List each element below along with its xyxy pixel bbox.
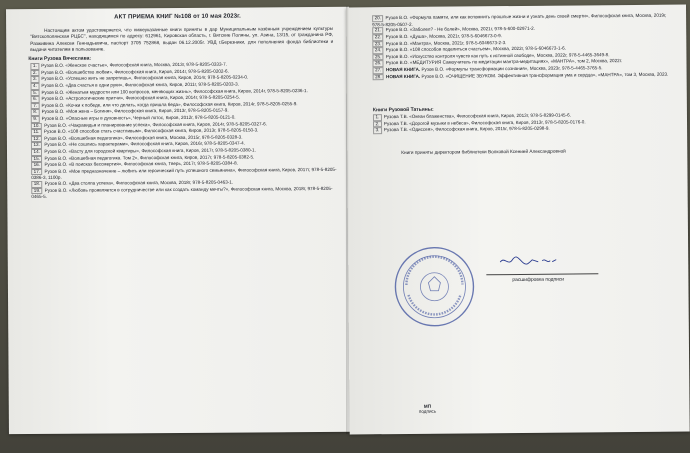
item-number: 4. <box>31 83 40 90</box>
book-list-item <box>373 125 677 134</box>
item-text: Рузов В.О. «Волшебная педагогика. Том 2», Философская книга, Киров, 2017г, 978-5-8205-0382-5. <box>44 153 255 161</box>
item-number: 1. <box>30 63 39 70</box>
item-number: 21. <box>372 28 383 35</box>
section-heading-vyacheslav: Книги Рузова Вячеслава: <box>28 55 92 63</box>
item-text: Рузов В.О. «Заболел? - Не болей», Москва, 2021г, 978-5-600-02971-2. <box>385 26 536 33</box>
item-number: 11. <box>31 129 42 136</box>
document-title: АКТ ПРИЕМА КНИГ №108 от 10 мая 2023г. <box>114 13 241 21</box>
right-book-list <box>346 13 687 81</box>
item-number: 26. <box>372 60 383 67</box>
intro-paragraph: Настоящим актом удостоверяется, что нижеуказанные книги приняты в дар Муниципальным казённым учреждением культуры "Вятскополянская РЦБС", находящимся по адресу: 612961, Кировская область, г. Вятские Поляны, ул. Азина, 13/15, от гражданина РФ, Разживина Алексея Геннадьевича, паспорт 3705 752868, выдан 06.12.2005г. УВД г.Березники, для пополнения фонда библиотеки и выдачи читателям в пользование. <box>30 25 334 52</box>
item-number: 23. <box>372 41 383 48</box>
item-text: Рузова Т.В. «Дорогой музыки в небеса», Философская книга, Киров, 2013г, 978-5-8205-0176-0. <box>383 119 586 126</box>
item-text: Рузов В.О. «Два счастья в одни руки», Философская книга, Киров, 2011г, 978-5-8205-0203-3. <box>41 81 239 88</box>
new-book-marker: НОВАЯ КНИГА. <box>385 66 421 73</box>
seal-mark-text: МП <box>423 403 432 409</box>
item-number: 14. <box>31 149 42 156</box>
item-number: 10. <box>31 122 42 129</box>
item-number: 27. <box>373 67 384 74</box>
item-text: Рузов В.О. «Мантра», Москва, 2021г, 978-5-6046673-2-3. <box>385 39 507 46</box>
seal-mark-label <box>407 404 447 414</box>
item-number: 9. <box>31 116 40 123</box>
item-number: 19. <box>31 188 42 195</box>
item-text: Рузов В.О. «Астрологические притчи», Философская книга, Киров, 2014г, 978-5-8205-0254-5. <box>41 94 241 102</box>
item-number: 18. <box>31 181 42 188</box>
item-number: 3. <box>30 76 39 83</box>
tatyana-book-list <box>347 112 687 135</box>
item-number: 25. <box>372 54 383 61</box>
item-text: Рузов В.О. «Успешно жить не запретишь», Философская книга, Киров, 2014г, 978-5-8205-0234-0. <box>41 74 249 82</box>
item-text: Рузов В.О. «Душа», Москва, 2021г, 978-5-6046673-0-9. <box>385 33 502 40</box>
handwritten-signature <box>498 254 558 269</box>
item-text: Рузов В.О. «Формула памяти, или как вспомнить прошлые жизни и узнать день своей смерти», Философская книга, Москва, 2019г, 978-5-8205-0507-2. <box>372 12 667 27</box>
item-text: Рузов В.О. «ОЧИЩЕНИЕ ЗВУКОМ. Эффективная трансформация ума и сердца», «МАНТРА», том 3, Москва, 2023. <box>421 71 669 79</box>
item-text: Рузов В.О. «Формулы трансформации сознания», Москва, 2023г, 978-5-4465-3765-5. <box>421 65 603 72</box>
item-text: Рузов В.О. «Женатым мудрости или 100 вопросов, меняющих жизнь», Философская книга, Киров, 2014г, 978-5-8205-0236-1. <box>41 87 308 95</box>
item-text: Рузов В.О. «Два столпа успеха», Философская книга, Москва, 2018г, 978-5-8205-0463-1. <box>44 179 234 186</box>
item-number: 16. <box>31 162 42 169</box>
item-number: 6. <box>31 96 40 103</box>
item-number: 22. <box>372 34 383 41</box>
book-list-item <box>31 185 340 200</box>
item-text: Рузов В.О. «108 способов поделиться счастьем», Москва, 2022г, 978-5-6046673-1-6. <box>385 45 566 53</box>
item-text: Рузов В.О. «Васту для городской квартиры», Философская книга, Киров, 2017г, 978-5-8205-0380-1. <box>44 147 256 154</box>
item-text: Рузов В.О. «МЕДИТУРИЯ Самоучитель по медитации мантра-медитациях», «МАНТРА», том 2, Москва, 2022г. <box>385 58 623 66</box>
item-number: 5. <box>31 90 40 97</box>
item-text: Рузов В.О. «Чакравидья и планирование успеха», Философская книга, Киров, 2014г, 978-5-8205-0327-6. <box>44 120 267 128</box>
item-text: Рузов В.О. «Моя жена – Богиня», Философская книга, Киров, 2013г, 978-5-8205-0157-9. <box>41 107 229 115</box>
signature-line <box>486 273 598 275</box>
item-number: 12. <box>31 136 42 143</box>
item-text: Рузов В.О. «Любовь проявляется в сотрудничестве или как создать команду мечты?», Философская книга, Москва, 2018г, 978-5-8205-0465-5. <box>31 185 333 200</box>
left-page <box>6 7 352 434</box>
item-text: Рузов В.О. «108 способов стать счастливым», Философская книга, Киров, 2013г, 978-5-8205-0150-3. <box>43 127 259 135</box>
item-number: 2. <box>373 121 382 128</box>
item-text: Рузова Т.В. «Одиссея», Философская книга, Киров, 2015г, 978-5-8205-0298-9. <box>383 125 550 133</box>
item-text: Рузов В.О. «Искусство контроля чувств как путь к истинной свободе», Москва, 2022г, 978-5-4465-3649-8. <box>385 51 610 59</box>
item-number: 7. <box>31 103 40 110</box>
round-seal-stamp <box>392 244 477 329</box>
item-number: 15. <box>31 155 42 162</box>
closing-statement: Книги приняты директором библиотеки Волковой Ксенией Александровной <box>401 148 566 155</box>
item-number: 1. <box>373 114 382 121</box>
item-number: 17. <box>31 169 42 176</box>
item-text: Рузов В.О. «Волшебство любви», Философская книга, Киров, 2014г, 978-5-8205-0202-6. <box>41 68 229 75</box>
item-text: Рузов В.О. «Волшебная педагогика», Философская книга, Москва, 2015г, 978-5-8205-0328-3. <box>44 134 243 141</box>
item-number: 28. <box>373 74 384 81</box>
left-book-list <box>6 61 350 200</box>
item-number: 20. <box>372 15 383 22</box>
item-text: Рузов В.О. «В поисках бессмертия», Философская книга, Тверь, 2017г, 978-5-8205-0384-8. <box>44 160 238 168</box>
page-fold-shadow <box>346 6 349 434</box>
right-page <box>346 5 690 435</box>
item-number: 2. <box>30 70 39 77</box>
item-text: Рузов В.О. «Женское счастье», Философская книга, Москва, 2013г, 978-5-8205-0333-7. <box>41 61 227 69</box>
new-book-marker: НОВАЯ КНИГА. <box>385 73 421 79</box>
item-number: 13. <box>31 142 42 149</box>
section-heading-tatyana: Книги Рузовой Татьяны: <box>372 106 434 114</box>
item-number: 3. <box>373 127 382 134</box>
item-text: Рузова Т.В. «Океан блаженства», Философская книга, Киров, 2013г, 978-5-8299-0145-6. <box>383 112 571 120</box>
item-text: Рузов В.О. «Мое предназначение – любить или героический путь успешного семьянина», Философская книга, Киров, 2017г, 978-5-8205-0386-3, 1100р. <box>31 166 337 181</box>
item-text: Рузов В.О. «Кочки к победе, или что делать, когда пришла беда», Философская книга, Киров, 2014г, 978-5-8205-0255-9. <box>41 100 298 108</box>
signature-caption: расшифровка подписи <box>512 277 565 284</box>
item-number: 24. <box>372 47 383 54</box>
item-text: Рузов В.О. «Не сошлись характерами», Философская книга, Киров, 2016г, 978-5-8205-0347-4. <box>44 140 245 148</box>
item-text: Рузов В.О. «Опасные игры в духовность», Черный лотос, Киров, 2012г, 978-5-8205-0121-0. <box>41 114 236 121</box>
seal-mark-sub: подпись <box>418 408 437 414</box>
item-number: 8. <box>31 109 40 116</box>
